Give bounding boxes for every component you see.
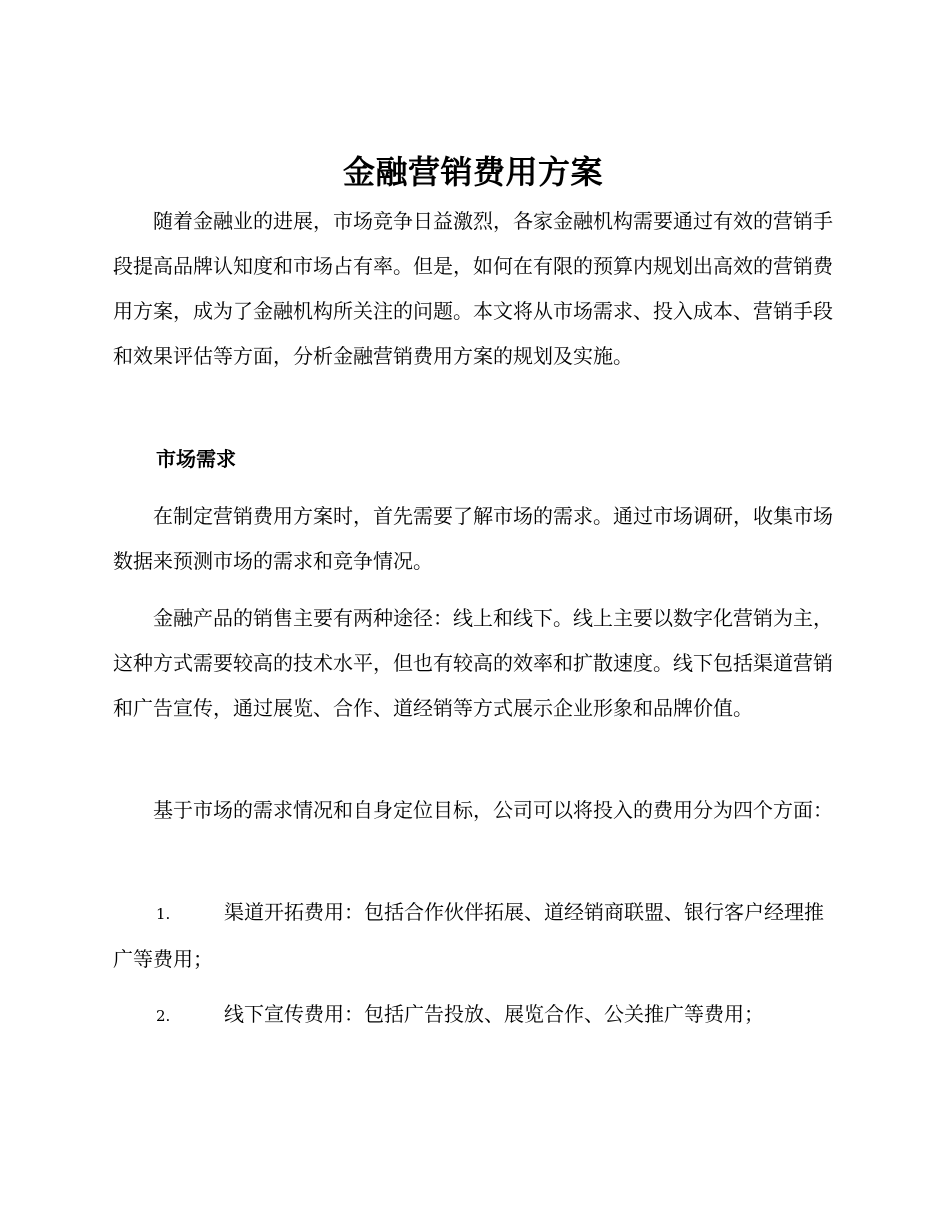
- list-item: [113, 992, 833, 1039]
- paragraph-sales-channels: 金融产品的销售主要有两种途径：线上和线下。线上主要以数字化营销为主，这种方式需要较高的技术水平，但也有较高的效率和扩散速度。线下包括渠道营销和广告宣传，通过展览、合作、道经销等方式展示企业形象和品牌价值。: [113, 606, 833, 720]
- list-number: 2.: [156, 1007, 171, 1025]
- paragraph-cost-categories: 基于市场的需求情况和自身定位目标，公司可以将投入的费用分为四个方面：: [153, 798, 833, 822]
- document-title: 金融营销费用方案: [342, 153, 603, 191]
- paragraph-market-research: 在制定营销费用方案时，首先需要了解市场的需求。通过市场调研，收集市场数据来预测市场的需求和竞争情况。: [113, 504, 833, 573]
- list-item-text: 渠道开拓费用：包括合作伙伴拓展、道经销商联盟、银行客户经理推广等费用；: [113, 900, 824, 971]
- section-heading-market-demand: 市场需求: [156, 447, 236, 471]
- list-number: 1.: [156, 905, 171, 923]
- intro-paragraph: 随着金融业的进展，市场竞争日益激烈，各家金融机构需要通过有效的营销手段提高品牌认知度和市场占有率。但是，如何在有限的预算内规划出高效的营销费用方案，成为了金融机构所关注的问题。本文将从市场需求、投入成本、营销手段和效果评估等方面，分析金融营销费用方案的规划及实施。: [113, 209, 833, 368]
- list-item: [113, 890, 833, 982]
- list-item-text: 线下宣传费用：包括广告投放、展览合作、公关推广等费用；: [224, 1002, 764, 1026]
